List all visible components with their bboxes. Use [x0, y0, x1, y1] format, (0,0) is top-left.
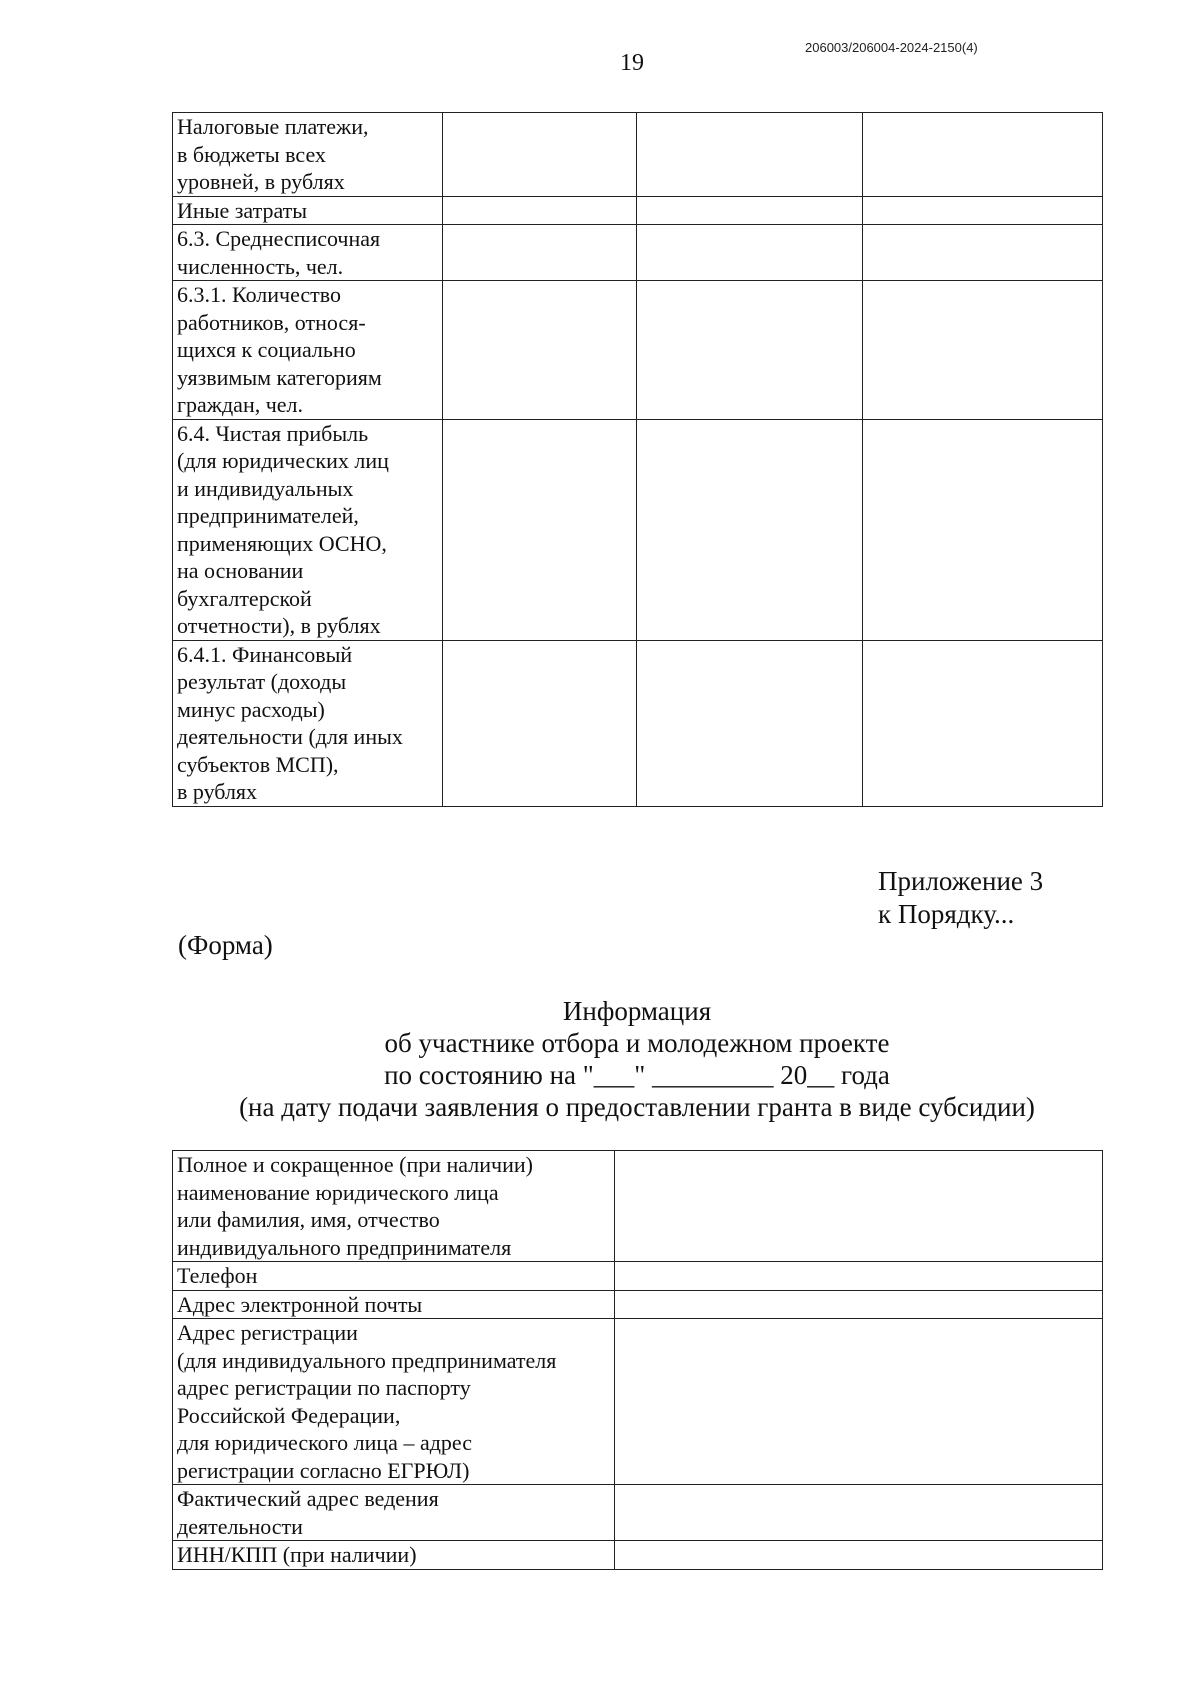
- field-value-cell[interactable]: [615, 1485, 1103, 1541]
- participant-info-table: [172, 1150, 1103, 1570]
- table-row: [173, 113, 1103, 197]
- value-cell[interactable]: [863, 640, 1103, 806]
- value-cell[interactable]: [443, 640, 637, 806]
- form-label: (Форма): [178, 930, 273, 960]
- annex-line-1: Приложение 3: [878, 866, 1044, 896]
- value-cell[interactable]: [863, 419, 1103, 640]
- row-label: 6.4.1. Финансовый результат (доходы минус расходы) деятельности (для иных субъектов МСП), в рублях: [173, 640, 443, 806]
- table-row: [173, 1319, 1103, 1485]
- indicators-table: [172, 112, 1103, 807]
- table-row: [173, 1262, 1103, 1291]
- field-label: Адрес электронной почты: [173, 1290, 615, 1319]
- row-label: 6.4. Чистая прибыль (для юридических лиц и индивидуальных предпринимателей, применяющих ОСНО, на основании бухгалтерской отчетности), в рублях: [173, 419, 443, 640]
- value-cell[interactable]: [863, 281, 1103, 420]
- field-label: ИНН/КПП (при наличии): [173, 1541, 615, 1570]
- table-row: [173, 1290, 1103, 1319]
- info-title-block: [172, 995, 1102, 1123]
- field-label: Телефон: [173, 1262, 615, 1291]
- value-cell[interactable]: [637, 640, 863, 806]
- value-cell[interactable]: [443, 225, 637, 281]
- table-row: [173, 281, 1103, 420]
- field-value-cell[interactable]: [615, 1541, 1103, 1570]
- row-label: 6.3.1. Количество работников, относя- щихся к социально уязвимым категориям граждан, чел.: [173, 281, 443, 420]
- value-cell[interactable]: [443, 113, 637, 197]
- table-row: [173, 1485, 1103, 1541]
- field-value-cell[interactable]: [615, 1262, 1103, 1291]
- row-label: Иные затраты: [173, 196, 443, 225]
- row-label: Налоговые платежи, в бюджеты всех уровней, в рублях: [173, 113, 443, 197]
- row-label: 6.3. Среднесписочная численность, чел.: [173, 225, 443, 281]
- table-row: [173, 419, 1103, 640]
- value-cell[interactable]: [637, 419, 863, 640]
- info-date-line: по состоянию на "___" _________ 20__ года: [384, 1060, 890, 1090]
- field-value-cell[interactable]: [615, 1290, 1103, 1319]
- value-cell[interactable]: [637, 113, 863, 197]
- table-row: [173, 1541, 1103, 1570]
- value-cell[interactable]: [863, 225, 1103, 281]
- field-value-cell[interactable]: [615, 1151, 1103, 1262]
- info-note: (на дату подачи заявления о предоставлении гранта в виде субсидии): [239, 1092, 1035, 1122]
- value-cell[interactable]: [443, 419, 637, 640]
- value-cell[interactable]: [863, 196, 1103, 225]
- value-cell[interactable]: [637, 196, 863, 225]
- value-cell[interactable]: [637, 225, 863, 281]
- value-cell[interactable]: [637, 281, 863, 420]
- field-label: Адрес регистрации (для индивидуального предпринимателя адрес регистрации по паспорту Российской Федерации, для юридического лица – адрес регистрации согласно ЕГРЮЛ): [173, 1319, 615, 1485]
- value-cell[interactable]: [443, 281, 637, 420]
- table-row: [173, 1151, 1103, 1262]
- value-cell[interactable]: [443, 196, 637, 225]
- table-row: [173, 225, 1103, 281]
- table-row: [173, 196, 1103, 225]
- info-subtitle: об участнике отбора и молодежном проекте: [384, 1028, 890, 1058]
- field-value-cell[interactable]: [615, 1319, 1103, 1485]
- annex-line-2: к Порядку...: [878, 899, 1015, 929]
- value-cell[interactable]: [863, 113, 1103, 197]
- page-number: 19: [620, 50, 644, 76]
- table-row: [173, 640, 1103, 806]
- document-code: 206003/206004-2024-2150(4): [805, 40, 978, 55]
- field-label: Полное и сокращенное (при наличии) наименование юридического лица или фамилия, имя, отчество индивидуального предпринимателя: [173, 1151, 615, 1262]
- annex-heading: [878, 865, 1043, 931]
- info-title: Информация: [562, 996, 712, 1026]
- field-label: Фактический адрес ведения деятельности: [173, 1485, 615, 1541]
